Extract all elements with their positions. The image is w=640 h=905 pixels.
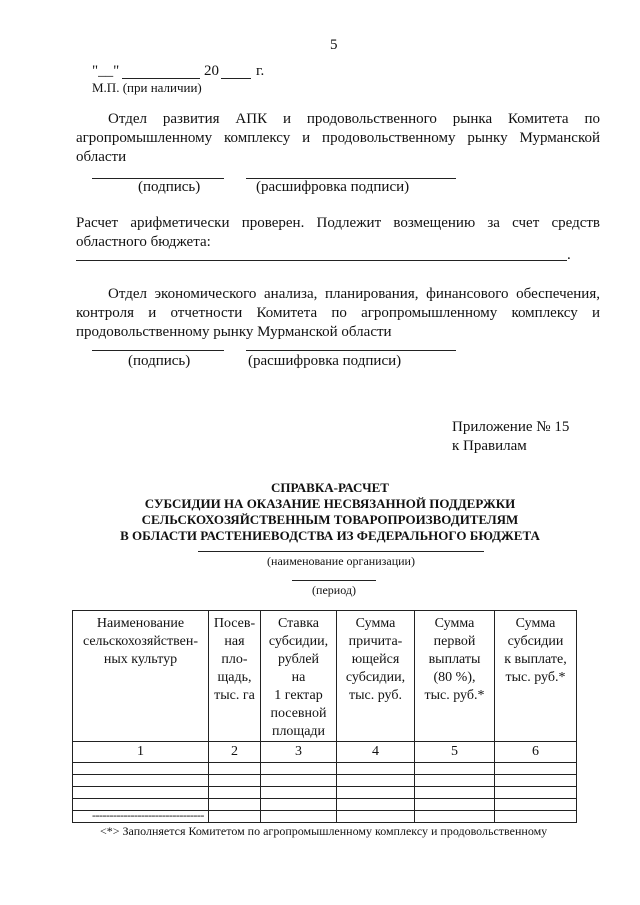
- apk-department-text: Отдел развития АПК и продовольственного рынка Комитета по агропромышленному комплексу и продовольственному рынку Мурманской области: [76, 111, 600, 165]
- header-line: на: [291, 670, 306, 685]
- header-line: Посев-: [213, 616, 256, 631]
- table-row: [73, 775, 577, 787]
- header-line: тыс. руб.*: [424, 688, 485, 703]
- table-cell: [209, 775, 261, 787]
- header-subsidy-rate: [261, 611, 337, 742]
- signature-label-1: (подпись): [138, 179, 201, 195]
- header-line: субсидии,: [345, 670, 406, 685]
- header-line: к выплате,: [504, 652, 567, 667]
- header-first-payment: [415, 611, 495, 742]
- table-header-row: [73, 611, 577, 742]
- finance-department-text: Отдел экономического анализа, планирования, финансового обеспечения, контроля и отчетности Комитета по агропромышленному комплексу и продовольственному рынку Мурманской области: [76, 286, 600, 340]
- column-number: 5: [415, 742, 495, 763]
- header-line: Сумма: [515, 616, 556, 631]
- table-cell: [337, 787, 415, 799]
- period-label: (период): [312, 583, 356, 597]
- column-number: 3: [261, 742, 337, 763]
- column-number: 6: [495, 742, 577, 763]
- organization-label: (наименование организации): [267, 554, 415, 568]
- table-cell: [261, 775, 337, 787]
- header-line: площади: [271, 724, 326, 739]
- header-line: Сумма: [355, 616, 396, 631]
- footnote-text: <*> Заполняется Комитетом по агропромышленному комплексу и продовольственному: [100, 824, 548, 838]
- header-line: тыс. га: [214, 688, 255, 703]
- appendix-number: Приложение № 15: [452, 419, 570, 435]
- table-cell: [415, 811, 495, 823]
- footnote-separator: --------------------------------: [92, 808, 204, 822]
- date-month-blank: [122, 78, 200, 79]
- header-line: пло-: [221, 652, 248, 667]
- header-crop-name: [73, 611, 209, 742]
- table-cell: [209, 787, 261, 799]
- appendix-rules: к Правилам: [452, 438, 527, 454]
- header-subsidy-due: [337, 611, 415, 742]
- table-cell: [73, 763, 209, 775]
- title-line-2: СУБСИДИИ НА ОКАЗАНИЕ НЕСВЯЗАННОЙ ПОДДЕРЖКИ: [144, 496, 516, 511]
- header-line: причита-: [348, 634, 403, 649]
- document-title: [60, 480, 600, 544]
- table-cell: [415, 799, 495, 811]
- column-numbers-row: [73, 742, 577, 763]
- header-line: первой: [433, 634, 476, 649]
- header-line: 1 гектар: [274, 688, 323, 703]
- decryption-label-1: (расшифровка подписи): [256, 179, 410, 195]
- header-line: субсидии,: [268, 634, 329, 649]
- header-line: ных культур: [103, 652, 178, 667]
- table-row: [73, 763, 577, 775]
- table-cell: [337, 811, 415, 823]
- header-line: выплаты: [428, 652, 481, 667]
- column-number: 1: [73, 742, 209, 763]
- header-line: ющейся: [351, 652, 400, 667]
- header-line: тыс. руб.: [349, 688, 402, 703]
- column-number: 4: [337, 742, 415, 763]
- title-line-4: В ОБЛАСТИ РАСТЕНИЕВОДСТВА ИЗ ФЕДЕРАЛЬНОГО БЮДЖЕТА: [120, 528, 540, 543]
- table-cell: [495, 763, 577, 775]
- table-cell: [495, 811, 577, 823]
- table-cell: [495, 775, 577, 787]
- organization-line: [198, 551, 484, 552]
- period-line: [292, 580, 376, 581]
- date-year-prefix: 20: [204, 63, 219, 79]
- table-cell: [209, 763, 261, 775]
- column-number: 2: [209, 742, 261, 763]
- date-day-quotes: "__": [92, 63, 120, 79]
- page-number: 5: [330, 37, 338, 53]
- table-cell: [337, 763, 415, 775]
- table-cell: [261, 787, 337, 799]
- date-year-suffix: г.: [256, 63, 265, 79]
- header-line: ная: [224, 634, 245, 649]
- header-line: субсидии: [507, 634, 564, 649]
- header-line: сельскохозяйствен-: [82, 634, 199, 649]
- title-line-1: СПРАВКА-РАСЧЕТ: [271, 480, 389, 495]
- signature-label-2: (подпись): [128, 353, 191, 369]
- header-line: Сумма: [434, 616, 475, 631]
- table-cell: [495, 787, 577, 799]
- table-cell: [415, 763, 495, 775]
- table-cell: [415, 787, 495, 799]
- check-statement: Расчет арифметически проверен. Подлежит возмещению за счет средств областного бюджета:: [76, 215, 600, 250]
- header-line: Ставка: [277, 616, 320, 631]
- table-cell: [73, 787, 209, 799]
- table-cell: [209, 811, 261, 823]
- table-cell: [261, 811, 337, 823]
- stamp-place: М.П. (при наличии): [92, 80, 202, 95]
- subsidy-table: [72, 610, 577, 823]
- date-year-blank: [221, 78, 251, 79]
- signature-line-2: [92, 350, 224, 351]
- header-line: щадь,: [217, 670, 252, 685]
- table-cell: [337, 775, 415, 787]
- date-line: [92, 62, 392, 82]
- amount-line-terminator: .: [567, 247, 571, 263]
- title-line-3: СЕЛЬСКОХОЗЯЙСТВЕННЫМ ТОВАРОПРОИЗВОДИТЕЛЯМ: [141, 512, 519, 527]
- table-cell: [261, 763, 337, 775]
- header-line: (80 %),: [433, 670, 476, 685]
- table-row: [73, 787, 577, 799]
- header-line: посевной: [270, 706, 327, 721]
- table-cell: [415, 775, 495, 787]
- amount-blank-line: [76, 260, 567, 261]
- header-line: тыс. руб.*: [505, 670, 566, 685]
- header-payment-amount: [495, 611, 577, 742]
- header-sown-area: [209, 611, 261, 742]
- decryption-label-2: (расшифровка подписи): [248, 353, 402, 369]
- decryption-line-2: [246, 350, 456, 351]
- table-cell: [209, 799, 261, 811]
- table-cell: [495, 799, 577, 811]
- table-cell: [261, 799, 337, 811]
- table-cell: [73, 775, 209, 787]
- header-line: Наименование: [96, 616, 185, 631]
- header-line: рублей: [277, 652, 320, 667]
- table-cell: [337, 799, 415, 811]
